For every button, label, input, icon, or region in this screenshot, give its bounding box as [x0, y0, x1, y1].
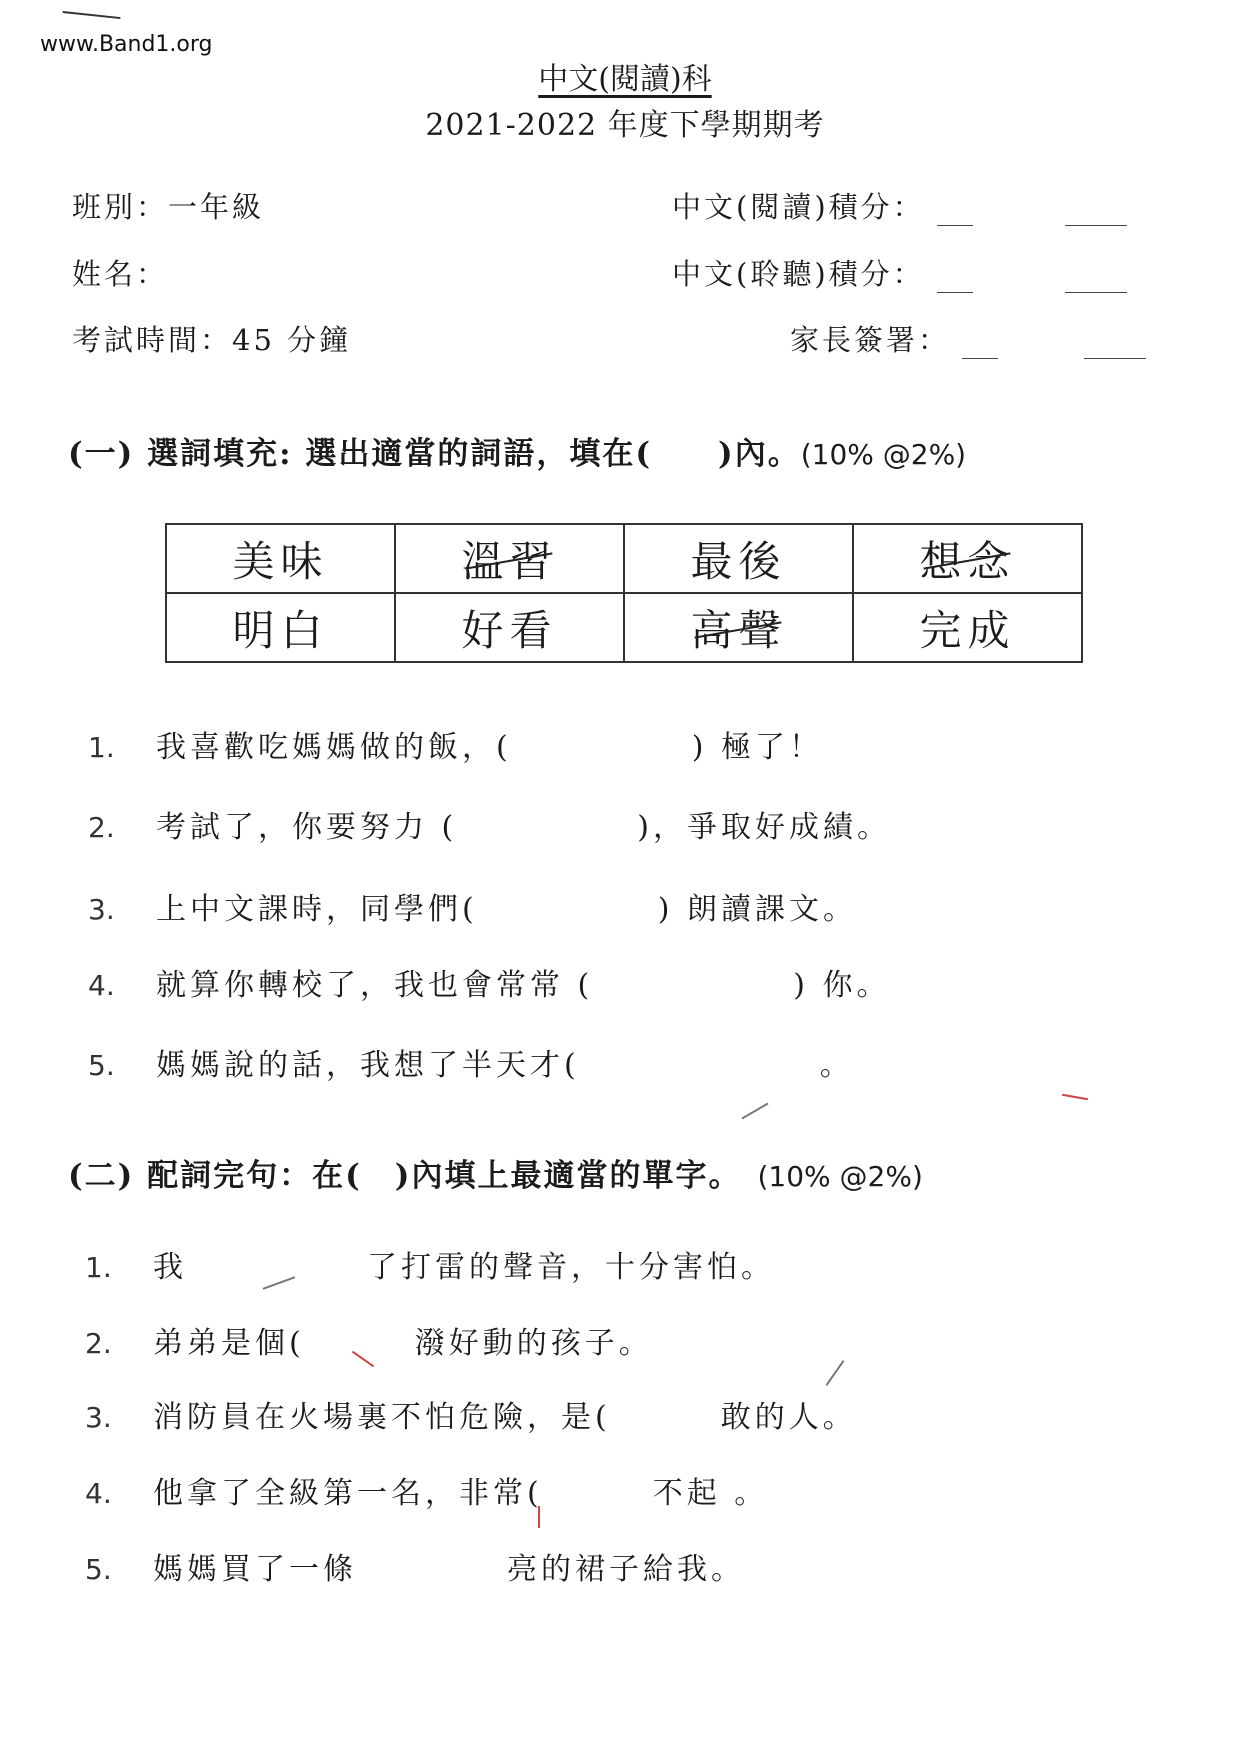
watermark: www.Band1.org: [40, 32, 213, 57]
word-cell: 美味: [166, 524, 395, 593]
listening-score-label: 中文(聆聽)積分：: [672, 257, 925, 291]
s2-question-5: 5. 媽媽買了一條 亮的裙子給我。: [85, 1552, 745, 1587]
parent-sign-field[interactable]: [962, 332, 998, 359]
pen-mark: [742, 1103, 769, 1120]
word-bank-row: [166, 524, 1082, 593]
word-cell: 明白: [166, 593, 395, 662]
exam-time-label: 考試時間：45 分鐘: [72, 323, 352, 357]
pen-mark: [826, 1360, 845, 1386]
listening-score-field[interactable]: [937, 266, 973, 293]
parent-sign-label: 家長簽署：: [790, 323, 951, 357]
word-bank-table: [165, 523, 1083, 663]
reading-score-field-2[interactable]: [1065, 199, 1127, 226]
s2-question-4: 4. 他拿了全級第一名，非常( 不起 。: [85, 1476, 769, 1511]
word-cell: 溫習: [395, 524, 624, 593]
parent-sign-row: [790, 318, 1146, 359]
section2-percent: (10% @2%): [757, 1160, 923, 1193]
section2-heading: (二) 配詞完句：在( )內填上最適當的單字。 (10% @2%): [68, 1158, 923, 1194]
s1-question-2: 2. 考試了，你要努力 ( )，爭取好成績。: [88, 810, 891, 845]
pen-mark: [62, 11, 121, 29]
s2-question-2: 2. 弟弟是個( 潑好動的孩子。: [85, 1326, 653, 1361]
pen-mark: [538, 1506, 540, 1528]
word-bank-row: [166, 593, 1082, 662]
reading-score-field[interactable]: [937, 199, 973, 226]
section1-heading: (一) 選詞填充: 選出適當的詞語，填在( )內。(10% @2%): [68, 436, 967, 472]
class-label: 班別：一年級: [72, 190, 265, 224]
exam-title: 2021-2022 年度下學期期考: [425, 108, 825, 143]
reading-score-label: 中文(閱讀)積分：: [672, 190, 925, 224]
name-label: 姓名：: [72, 257, 169, 291]
section1-percent: (10% @2%): [800, 438, 967, 471]
parent-sign-field-2[interactable]: [1084, 332, 1146, 359]
word-cell: 想念: [853, 524, 1082, 593]
subject-title: 中文(閱讀)科: [538, 62, 712, 97]
s2-question-3: 3. 消防員在火場裏不怕危險，是( 敢的人。: [85, 1400, 857, 1435]
s1-question-3: 3. 上中文課時，同學們( ) 朗讀課文。: [88, 892, 857, 927]
word-cell: 最後: [624, 524, 853, 593]
reading-score-row: [672, 185, 1127, 226]
s1-question-5: 5. 媽媽說的話，我想了半天才( 。: [88, 1048, 854, 1083]
s2-question-1: 1. 我 了打雷的聲音，十分害怕。: [85, 1250, 775, 1285]
listening-score-field-2[interactable]: [1065, 266, 1127, 293]
word-cell: 好看: [395, 593, 624, 662]
s1-question-4: 4. 就算你轉校了，我也會常常 ( ) 你。: [88, 968, 891, 1003]
s1-question-1: 1. 我喜歡吃媽媽做的飯，( ) 極了！: [88, 730, 823, 765]
word-cell: 高聲: [624, 593, 853, 662]
word-cell: 完成: [853, 593, 1082, 662]
listening-score-row: [672, 252, 1127, 293]
pen-mark: [1062, 1094, 1088, 1100]
